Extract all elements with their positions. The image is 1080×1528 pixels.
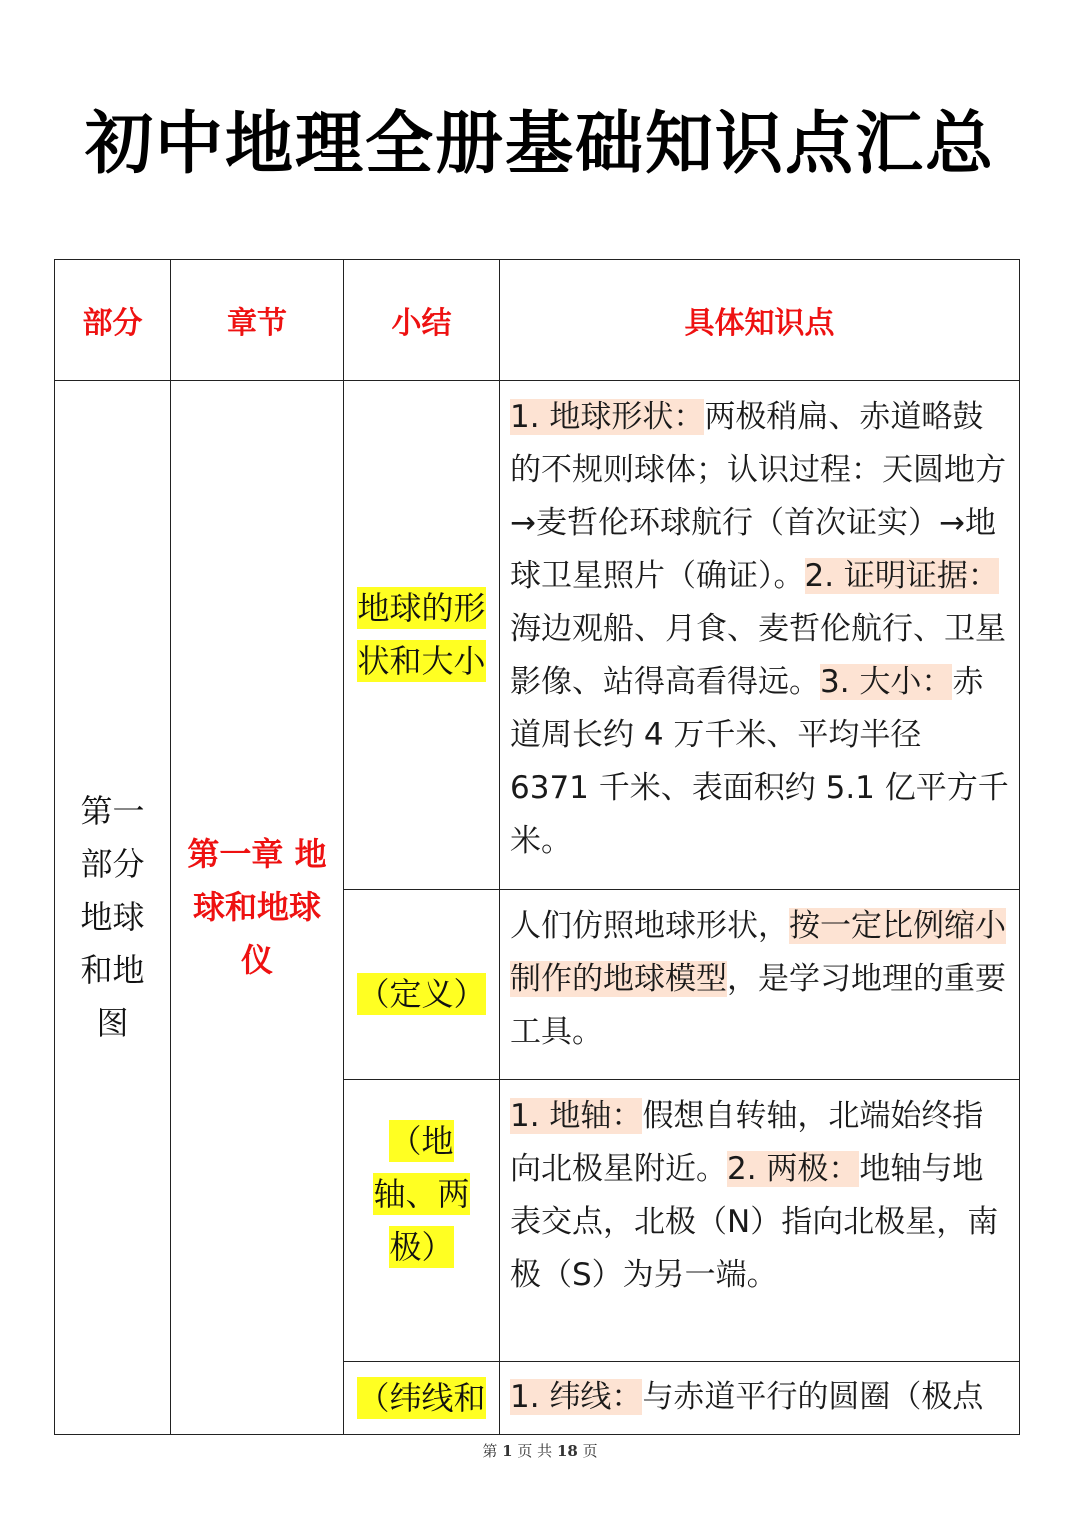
knowledge-table — [54, 259, 1020, 1435]
header-part: 部分 — [82, 306, 143, 341]
header-content: 具体知识点 — [684, 306, 835, 341]
subsection-latitude: （纬线和 — [357, 1379, 486, 1417]
page-title: 初中地理全册基础知识点汇总 — [84, 105, 995, 184]
content-definition: 人们仿照地球形状，按一定比例缩小制作的地球模型，是学习地理的重要工具。 — [510, 908, 1006, 1050]
content-shape-size: 1. 地球形状：两极稍扁、赤道略鼓的不规则球体；认识过程：天圆地方→麦哲伦环球航行（首次证实）→地球卫星照片（确证）。2. 证明证据：海边观船、月食、麦哲伦航行、卫星影像、站得高看得远。3. 大小：赤道周长约 4 万千米、平均半径 6371 千米、表面积约 5.1 亿平方千米。 — [510, 399, 1009, 859]
header-subsection: 小结 — [391, 306, 452, 341]
header-chapter: 章节 — [227, 306, 287, 341]
part-label: 第一部分地球和地图 — [80, 792, 145, 1042]
content-axis-poles: 1. 地轴：假想自转轴，北端始终指向北极星附近。2. 两极：地轴与地表交点，北极（N）指向北极星，南极（S）为另一端。 — [510, 1098, 999, 1293]
chapter-label: 第一章 地球和地球仪 — [187, 835, 327, 979]
subsection-shape-size: 地球的形状和大小 — [357, 589, 486, 680]
subsection-definition: （定义） — [357, 975, 486, 1013]
subsection-axis-poles: （地轴、两极） — [373, 1122, 470, 1266]
content-latitude: 1. 纬线：与赤道平行的圆圈（极点 — [510, 1379, 984, 1415]
page-footer: 第 1 页 共 18 页 — [482, 1442, 598, 1460]
